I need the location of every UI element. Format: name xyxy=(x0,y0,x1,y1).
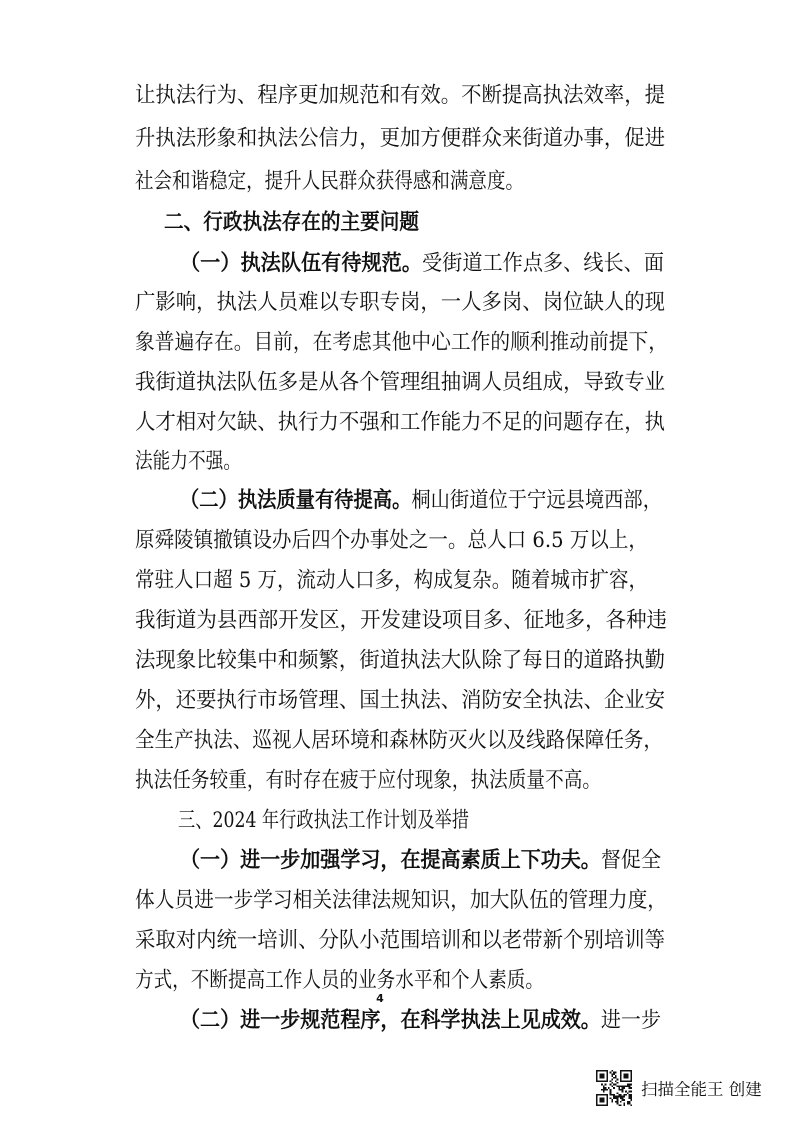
qr-code-icon xyxy=(596,1070,632,1106)
paragraph-text: 进一步 xyxy=(600,1008,661,1033)
paragraph-text: 象普遍存在。目前，在考虑其他中心工作的顺利推动前提下， xyxy=(135,330,668,355)
text-line xyxy=(0,641,793,681)
paragraph-text: 桐山街道位于宁远县境西部， xyxy=(411,488,662,513)
text-line xyxy=(0,203,793,243)
paragraph-text: 人才相对欠缺、执行力不强和工作能力不足的问题存在，执 xyxy=(135,410,665,435)
text-line xyxy=(0,323,793,363)
text-line xyxy=(0,881,793,921)
paragraph-text: 让执法行为、程序更加规范和有效。不断提高执法效率，提 xyxy=(135,83,665,108)
text-line xyxy=(0,442,793,482)
text-line xyxy=(0,403,793,443)
bold-heading-text: （二）执法质量有待提高。 xyxy=(180,488,412,513)
paragraph-text: 执法任务较重，有时存在疲于应付现象，执法质量不高。 xyxy=(135,768,601,793)
text-line xyxy=(0,76,793,116)
bold-heading-text: （一）执法队伍有待规范。 xyxy=(180,251,422,276)
text-line xyxy=(0,244,793,284)
paragraph-text: 方式，不断提高工作人员的业务水平和个人素质。 xyxy=(135,968,544,993)
paragraph-text: 法能力不强。 xyxy=(135,449,241,474)
paragraph-text: 全生产执法、巡视人居环境和森林防灭火以及线路保障任务， xyxy=(135,728,663,753)
text-line xyxy=(0,601,793,641)
text-line xyxy=(0,721,793,761)
paragraph-text: 受街道工作点多、线长、面 xyxy=(422,251,664,276)
paragraph-text: 法现象比较集中和频繁，街道执法大队除了每日的道路执勤 xyxy=(135,648,665,673)
page-number: 4 xyxy=(376,992,384,1005)
paragraph-text: 外，还要执行市场管理、国土执法、消防安全执法、企业安 xyxy=(135,688,665,713)
paragraph-text: 常驻人口超 5 万，流动人口多，构成复杂。随着城市扩容， xyxy=(135,568,648,593)
bold-heading-text: （二）进一步规范程序，在科学执法上见成效。 xyxy=(180,1008,601,1033)
bold-heading-text: 二、行政执法存在的主要问题 xyxy=(164,210,419,235)
paragraph-text: 广影响，执法人员难以专职专岗，一人多岗、岗位缺人的现 xyxy=(135,290,665,315)
text-line xyxy=(0,119,793,159)
paragraph-text: 我街道执法队伍多是从各个管理组抽调人员组成，导致专业 xyxy=(135,370,665,395)
text-line xyxy=(0,481,793,521)
camscanner-watermark xyxy=(596,1069,762,1107)
text-line xyxy=(0,761,793,801)
text-line xyxy=(0,363,793,403)
text-line xyxy=(0,283,793,323)
text-line xyxy=(0,921,793,961)
paragraph-text: 升执法形象和执法公信力，更加方便群众来街道办事，促进 xyxy=(135,126,665,151)
text-line xyxy=(0,961,793,1001)
text-line xyxy=(0,561,793,601)
paragraph-text: 我街道为县西部开发区，开发建设项目多、征地多，各种违 xyxy=(135,608,667,633)
text-line xyxy=(0,1001,793,1041)
paragraph-text: 社会和谐稳定，提升人民群众获得感和满意度。 xyxy=(135,169,524,194)
text-line xyxy=(0,801,793,841)
paragraph-text: 督促全 xyxy=(600,848,661,873)
paragraph-text: 原舜陵镇撤镇设办后四个办事处之一。总人口 6.5 万以上， xyxy=(135,528,648,553)
watermark-text: 扫描全能王 创建 xyxy=(641,1080,762,1099)
bold-heading-text: （一）进一步加强学习，在提高素质上下功夫。 xyxy=(180,848,601,873)
text-line xyxy=(0,681,793,721)
text-line xyxy=(0,162,793,202)
text-line xyxy=(0,841,793,881)
paragraph-text: 体人员进一步学习相关法律法规知识，加大队伍的管理力度， xyxy=(135,888,667,913)
text-line xyxy=(0,521,793,561)
paragraph-text: 采取对内统一培训、分队小范围培训和以老带新个别培训等 xyxy=(135,928,665,953)
paragraph-text: 三、2024 年行政执法工作计划及举措 xyxy=(178,808,469,833)
